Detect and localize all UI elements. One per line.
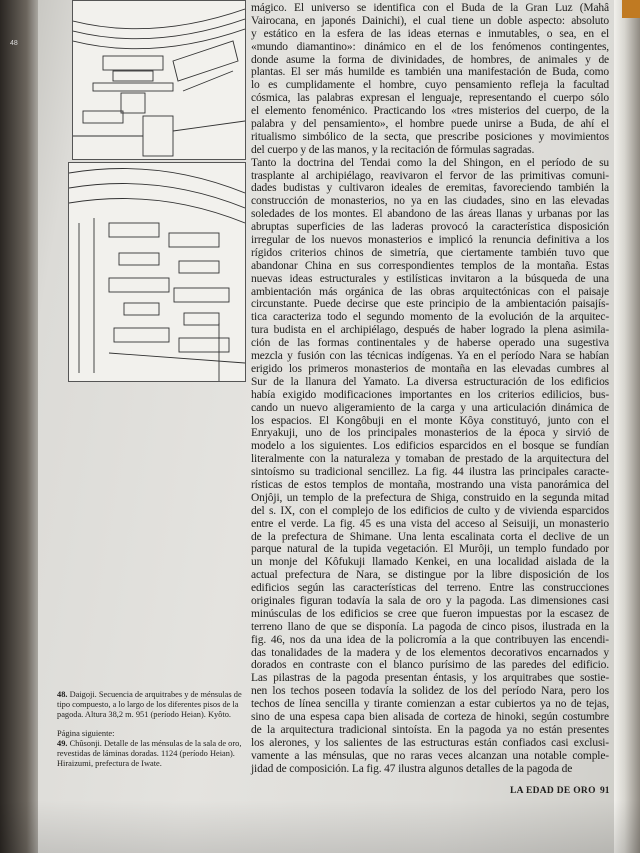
bracket-drawing-icon [73, 1, 245, 159]
text-line: cósmica, las palabras expresan el lenguaje, representando el cuerpo sólo [251, 92, 609, 105]
text-line: originales figuran todavía la sala de oro y la pagoda. Las dimensiones casi [251, 594, 609, 607]
page-number: 91 [600, 786, 610, 796]
caption-fig-48 [57, 690, 243, 721]
text-line: Onjôji, un templo de la prefectura de Shiga, construido en la segunda mitad [251, 491, 609, 504]
next-page-label: Página siguiente: [57, 728, 115, 738]
text-line: un monje del Kôfukuji llamado Kenkei, en una localidad aislada de la [251, 556, 609, 569]
text-line: Sur de la llanura del Yamato. La diversa estructuración de los edificios [251, 375, 609, 388]
text-line: cando un nuevo aligeramiento de la carga y una articulación dinámica de [251, 401, 609, 414]
text-line: techos de línea sencilla y tirante comienzan a estar cubiertos ya no de tejas, [251, 698, 609, 711]
text-line: entre el verde. La fig. 45 es una vista del acceso al Seisuiji, un monasterio [251, 517, 609, 530]
text-line: tura budista en el archipiélago, después de haber logrado la plena asimila- [251, 324, 609, 337]
text-line: dorados en contraste con el blanco purísimo de las paredes del edificio. [251, 659, 609, 672]
text-line: «mundo diamantino»: dinámico en el de los fenómenos contingentes, [251, 40, 609, 53]
text-line: dades budistas y cultivaron ideales de eremitas, favoreciendo también la [251, 182, 609, 195]
text-line: erigido los primeros monasterios de montaña en las elevadas cumbres al [251, 362, 609, 375]
text-line: terreno llano de que se disponía. La pagoda de cinco pisos, ilustrada en la [251, 620, 609, 633]
text-line: Tanto la doctrina del Tendai como la del Shingon, en el período de su [251, 156, 609, 169]
text-line: modelo a los siguientes. Los edificios esparcidos en el bosque se fundían [251, 440, 609, 453]
body-text [251, 2, 609, 775]
text-line: los espacios. El Kongôbuji en el monte Kôya constituyó, junto con el [251, 414, 609, 427]
text-line: sintoísmo su tradicional sencillez. La fig. 44 ilustra las principales caracte- [251, 466, 609, 479]
text-line: y estático en la esfera de las ideas eternas e inmutables, o sea, en el [251, 27, 609, 40]
bracket-detail-drawing-icon [69, 163, 245, 381]
text-line: construcción de monasterios, no ya en las ciudades, sino en las elevadas [251, 195, 609, 208]
caption-fig-48-number: 48. [57, 690, 68, 699]
text-line: ritualismo simbólico de la secta, que prescribe posiciones y movimientos [251, 130, 609, 143]
text-line: Vairocana, en japonés Dainichi), el cual tiene un doble aspecto: absoluto [251, 14, 609, 27]
illustration-bracket-detail-bottom [68, 162, 246, 382]
text-line: irregular de los nuevos monasterios e implicó la renuncia definitiva a los [251, 234, 609, 247]
text-line: Enryakuji, uno de los principales monasterios de la época y sirvió de [251, 427, 609, 440]
text-line: del cuerpo y de las manos, y la recitación de fórmulas sagradas. [251, 143, 535, 156]
illustration-bracket-sequence-top [72, 0, 246, 160]
facing-page-number: 48 [10, 40, 18, 47]
text-line: nen los techos poseen todavía la solidez de los del período Nara, pero los [251, 685, 609, 698]
text-line: soledades de los montes. El abandono de las áreas llanas y urbanas por las [251, 208, 609, 221]
text-line: trasplante al archipiélago, reavivaron el fervor de las primitivas comuni- [251, 169, 609, 182]
text-line: lo es cumplidamente el hombre, cuyo pensamiento refleja la facultad [251, 79, 609, 92]
page-edge [614, 0, 640, 853]
caption-fig-49-number: 49. [57, 738, 68, 748]
text-line: abruptas superficies de las laderas provocó la característica disposición [251, 221, 609, 234]
text-line: de la arquitectura tradicional sintoísta. En la pagoda ya no están presentes [251, 723, 609, 736]
background-object [622, 0, 640, 18]
text-line: nuevas ideas estructurales y estilísticas invitaron a la búsqueda de una [251, 272, 609, 285]
text-line: mágico. El universo se identifica con el Buda de la Gran Luz (Mahâ [251, 2, 609, 14]
text-line: abandonar China en sus correspondientes templos de la montaña. Estas [251, 259, 609, 272]
text-line: palabra y del pensamiento», el hombre puede unirse a Buda, de ahí el [251, 118, 609, 131]
text-line: había exigido modificaciones importantes en los criterios edilicios, bus- [251, 388, 609, 401]
caption-fig-48-text: Daigoji. Secuencia de arquitrabes y de ménsulas de tipo compuesto, a lo largo de los diferentes pisos de la pagoda. Altura 38,2 m. 951 (período Heian). Kyôto. [57, 690, 242, 720]
text-line: edificios según las características del terreno. Entre las construcciones [251, 582, 609, 595]
text-line: rísticas de estos templos de montaña, mostrando una vista panorámica del [251, 478, 609, 491]
text-line: minúsculas de los edificios se cree que fueron impuestas por la escasez de [251, 607, 609, 620]
text-line: actual prefectura de Nara, se distingue por la libre disposición de los [251, 569, 609, 582]
text-line: circunstante. Puede decirse que este principio de la ambientación paisajís- [251, 298, 609, 311]
text-line: rígidos criterios chinos de simetría, que ciertamente también tuvo que [251, 246, 609, 259]
text-line: jidad de composición. La fig. 47 ilustra algunos detalles de la pagoda de [251, 762, 573, 775]
text-line: tica caracteriza todo el segundo momento de la evolución de la arquitec- [251, 311, 609, 324]
text-line: vamente a las ménsulas, que no raras veces alcanzan una notable comple- [251, 749, 609, 762]
text-line: del s. IX, con el complejo de los edificios de culto y de vivienda esparcidos [251, 504, 609, 517]
text-line: literalmente con la naturaleza y tomaban de prestado de la arquitectura del [251, 453, 609, 466]
text-line: Las pilastras de la pagoda presentan éntasis, y los arquitrabes que sostie- [251, 672, 609, 685]
text-line: plantas. El ser más humilde es también una manifestación de Buda, como [251, 66, 609, 79]
text-line: ambientación más orgánica de las obras arquitectónicas con el paisaje [251, 285, 609, 298]
running-title: LA EDAD DE ORO [510, 786, 596, 796]
text-line: de la prefectura de Shimane. Una lenta escalinata corta el declive de un [251, 530, 609, 543]
caption-fig-49-text: Chûsonji. Detalle de las ménsulas de la sala de oro, revestidas de láminas doradas. 1124 (período Heian). Hiraizumi, prefectura de Iwate. [57, 738, 242, 769]
text-line: mezcla y fusión con las técnicas indígenas. Ya en el período Nara se habían [251, 350, 609, 363]
text-line: fig. 46, nos da una idea de la policromía a la que contribuyen las encendi- [251, 633, 609, 646]
book-spine-shadow [0, 0, 38, 853]
text-line: das tonalidades de la madera y de los elementos decorativos encarnados y [251, 646, 609, 659]
text-line: el elemento fenoménico. Practicando los «tres misterios del cuerpo, de la [251, 105, 609, 118]
text-line: donde asume la forma de divinidades, de hombres, de animales y de [251, 53, 609, 66]
text-line: los alerones, y los salientes de las estructuras están confiados casi exclusi- [251, 736, 609, 749]
text-line: sino de una espesa capa bien alisada de corteza de hinoki, según costumbre [251, 710, 609, 723]
caption-fig-49 [57, 739, 243, 770]
figure-captions [57, 690, 243, 769]
text-line: ción de las formas continentales y de haberse operado una sugestiva [251, 337, 609, 350]
text-line: parque natural de la tupida vegetación. El Murôji, un templo fundado por [251, 543, 609, 556]
